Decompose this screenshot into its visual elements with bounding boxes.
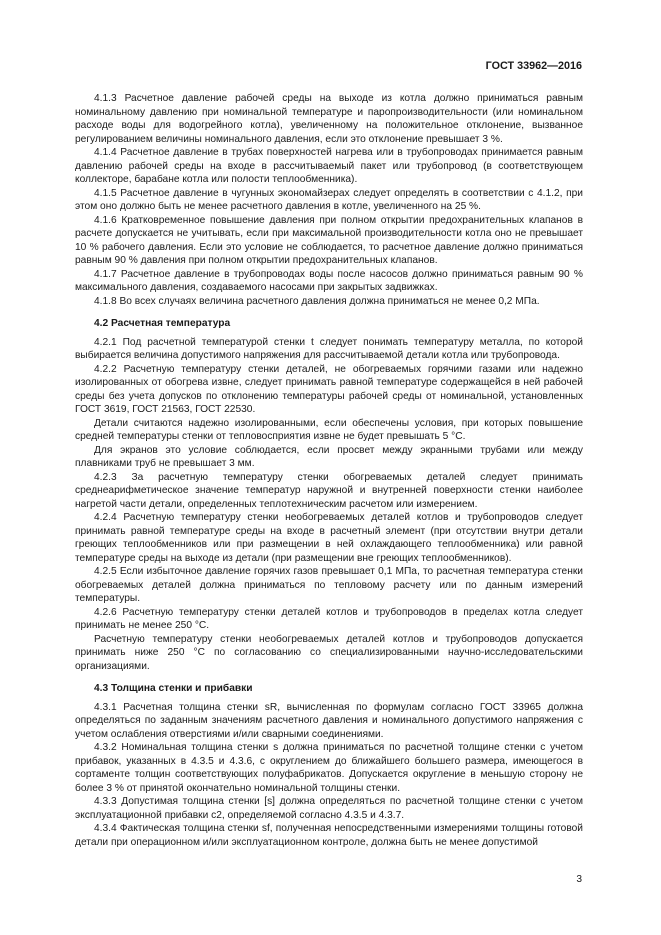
paragraph-4-2-5: 4.2.5 Если избыточное давление горячих газов превышает 0,1 МПа, то расчетная температура стенки обогреваемых деталей должна приниматься по тепловому расчету или по данным измерений температуры. xyxy=(75,566,583,604)
paragraph-4-2-6: 4.2.6 Расчетную температуру стенки деталей котлов и трубопроводов в пределах котла следует принимать не менее 250 °С. xyxy=(75,606,583,631)
paragraph-screens: Для экранов это условие соблюдается, если просвет между экранными трубами или между плавниками труб не превышает 3 мм. xyxy=(75,444,583,469)
paragraph-4-2-3: 4.2.3 За расчетную температуру стенки обогреваемых деталей следует принимать среднеарифметическое значение температур наружной и внутренней поверхности стенки наиболее нагретой части детали, определенных теплотехническим расчетом или измерением. xyxy=(75,471,583,510)
page-number: 3 xyxy=(576,874,582,885)
paragraph-4-1-7: 4.1.7 Расчетное давление в трубопроводах воды после насосов должно приниматься равным 90 % максимального давления, создаваемого насосами при закрытых задвижках. xyxy=(75,268,583,293)
section-heading-4-3: 4.3 Толщина стенки и прибавки xyxy=(94,683,253,694)
paragraph-4-1-6: 4.1.6 Кратковременное повышение давления при полном открытии предохранительных клапанов в расчете допускается не учитывать, если при максимальной производительности котла оно не превышает 10 % рабочего давления. Если это условие не соблюдается, то расчетное давление должно приниматься равным 90 % давления при полном открытии предохранительных клапанов. xyxy=(75,214,583,266)
paragraph-4-1-5: 4.1.5 Расчетное давление в чугунных экономайзерах следует определять в соответствии с 4.1.2, при этом оно должно быть не менее расчетного давления в котле, увеличенного на 25 %. xyxy=(75,187,583,212)
paragraph-4-1-4: 4.1.4 Расчетное давление в трубах поверхностей нагрева или в трубопроводах принимается равным давлению рабочей среды на входе в рассчитываемый пакет или трубопровод (в соответствующем коллекторе, барабане котла или полости теплообменника). xyxy=(75,147,583,185)
section-heading-4-2: 4.2 Расчетная температура xyxy=(94,318,231,329)
paragraph-4-2-1: 4.2.1 Под расчетной температурой стенки t следует понимать температуру металла, по которой выбирается величина допустимого напряжения для рассчитываемой детали котла или трубопровода. xyxy=(75,336,583,361)
paragraph-4-3-3: 4.3.3 Допустимая толщина стенки [s] должна определяться по расчетной толщине стенки с учетом эксплуатационной прибавки c2, определяемой согласно 4.3.5 и 4.3.7. xyxy=(75,796,583,821)
document-body xyxy=(75,92,583,849)
paragraph-insulation: Детали считаются надежно изолированными, если обеспечены условия, при которых повышение средней температуры стенки от тепловосприятия извне не будет превышать 5 °С. xyxy=(75,417,583,442)
paragraph-4-3-4: 4.3.4 Фактическая толщина стенки sf, полученная непосредственными измерениями толщины готовой детали при операционном и/или эксплуатационном контроле, должна быть не менее допустимой xyxy=(75,823,583,848)
paragraph-4-1-8: 4.1.8 Во всех случаях величина расчетного давления должна приниматься не менее 0,2 МПа. xyxy=(94,295,540,307)
paragraph-4-3-1: 4.3.1 Расчетная толщина стенки sR, вычисленная по формулам согласно ГОСТ 33965 должна определяться по заданным значениям расчетного давления и номинального допустимого напряжения с учетом ослабления отверстиями и/или сварными соединениями. xyxy=(75,701,583,740)
paragraph-4-2-2: 4.2.2 Расчетную температуру стенки деталей, не обогреваемых горячими газами или надежно изолированных от обогрева извне, следует принимать равной температуре содержащейся в ней рабочей среды без учета допусков по отклонению температуры рабочей среды от номинальной, установленных ГОСТ 3619, ГОСТ 21563, ГОСТ 22530. xyxy=(75,363,583,415)
paragraph-below-250: Расчетную температуру стенки необогреваемых деталей котлов и трубопроводов допускается принимать ниже 250 °С по согласованию со специализированными научно-исследовательскими организациями. xyxy=(75,633,583,672)
paragraph-4-3-2: 4.3.2 Номинальная толщина стенки s должна приниматься по расчетной толщине стенки с учетом прибавок, указанных в 4.3.5 и 4.3.6, с округлением до ближайшего большего размера, имеющегося в сортаменте толщин соответствующих полуфабрикатов. Допускается округление в меньшую сторону не более 3 % от принятой окончательно номинальной толщины стенки. xyxy=(75,742,583,794)
paragraph-4-2-4: 4.2.4 Расчетную температуру стенки необогреваемых деталей котлов и трубопроводов следует принимать равной температуре среды на входе в расчетный элемент (при отсутствии внутри детали греющих теплообменников или при размещении в ней охлаждающего теплообменника) или равной температуре среды на выходе из детали (при размещении вне греющих теплообменников). xyxy=(75,512,583,564)
standard-header: ГОСТ 33962—2016 xyxy=(485,60,582,72)
paragraph-4-1-3: 4.1.3 Расчетное давление рабочей среды на выходе из котла должно приниматься равным номинальному давлению при номинальной температуре и паропроизводительности (или номинальном расходе воды для водогрейного котла), увеличенному на положительное отклонение, вызванное регулированием величины номинального давления, если это отклонение превышает 3 %. xyxy=(75,93,583,145)
